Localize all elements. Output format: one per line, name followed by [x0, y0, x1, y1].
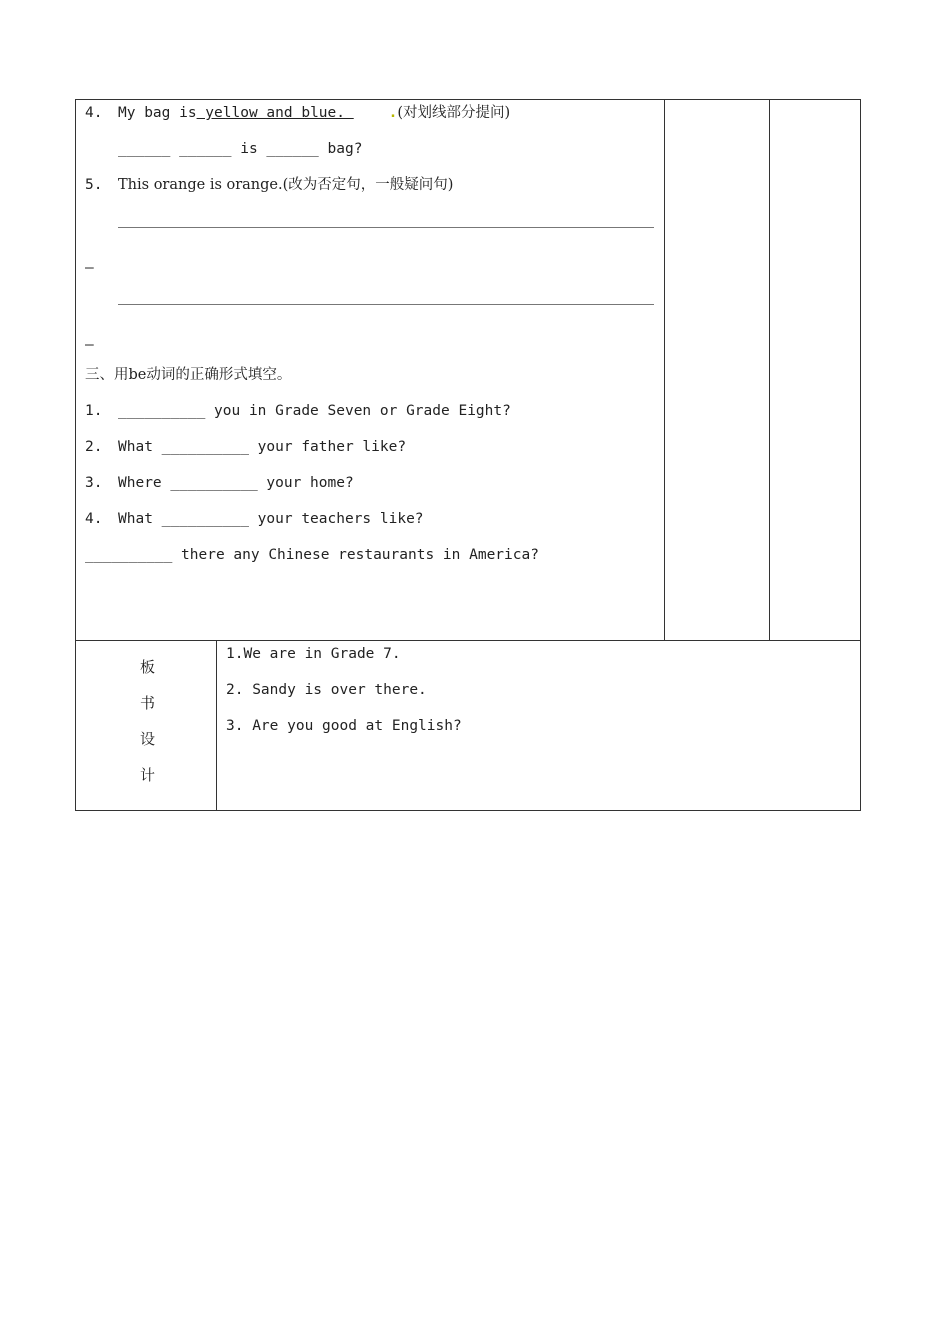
q5-dash-1: —	[85, 260, 94, 276]
row-divider	[75, 640, 860, 641]
section3-item-2-number: 2.	[85, 439, 103, 455]
section3-item-3-number: 3.	[85, 475, 103, 491]
section3-item-3-text: Where __________ your home?	[118, 475, 354, 491]
board-label-char-1: 板	[140, 658, 156, 676]
board-label-char-4: 计	[140, 766, 156, 784]
q5-number: 5.	[85, 177, 103, 193]
table-bottom-border	[75, 810, 860, 811]
q5-text: This orange is orange.(改为否定句，一般疑问句)	[118, 177, 454, 193]
board-label-char-3: 设	[140, 730, 156, 748]
column-divider-2	[769, 99, 770, 640]
section3-title: 三、用be动词的正确形式填空。	[85, 367, 292, 383]
section3-item-4-text: What __________ your teachers like?	[118, 511, 424, 527]
column-divider-1	[664, 99, 665, 640]
q4-question	[118, 104, 510, 122]
q5-answer-blank-2	[118, 304, 654, 305]
section3-item-4-number: 4.	[85, 511, 103, 527]
q4-mark: .	[388, 105, 398, 121]
section3-item-2-text: What __________ your father like?	[118, 439, 407, 455]
q5-answer-blank-1	[118, 227, 654, 228]
board-line-3: 3. Are you good at English?	[226, 718, 462, 734]
q4-underlined-text: yellow and blue.	[196, 105, 354, 121]
q5-dash-2: —	[85, 337, 94, 353]
section3-item-1-text: __________ you in Grade Seven or Grade Eight?	[118, 403, 511, 419]
q4-answer-line: ______ ______ is ______ bag?	[118, 141, 363, 157]
board-line-1: 1.We are in Grade 7.	[226, 646, 401, 662]
table-right-border	[860, 99, 861, 811]
table-top-border	[75, 99, 860, 100]
board-label-char-2: 书	[140, 694, 156, 712]
board-label-divider	[216, 640, 217, 811]
q4-prefix: My bag is	[118, 105, 197, 121]
section3-item-5-text: __________ there any Chinese restaurants in America?	[85, 547, 539, 563]
table-left-border	[75, 99, 76, 811]
q4-number: 4.	[85, 105, 103, 121]
board-line-2: 2. Sandy is over there.	[226, 682, 427, 698]
q4-instruction: (对划线部分提问)	[397, 105, 511, 121]
section3-item-1-number: 1.	[85, 403, 103, 419]
